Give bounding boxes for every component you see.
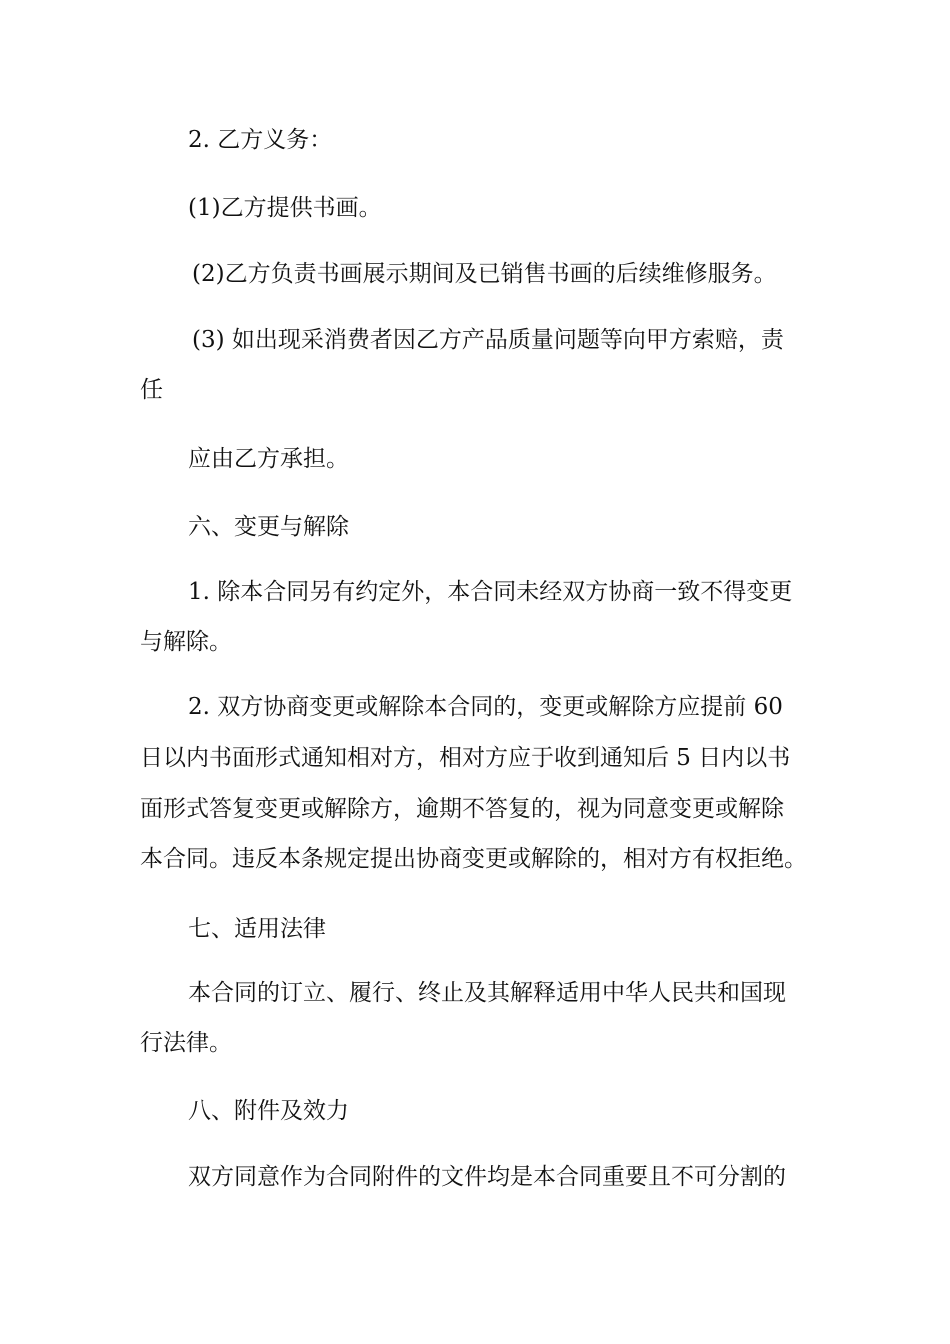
clause-6-1-cont: 与解除。 (140, 629, 232, 655)
clause-7: 本合同的订立、履行、终止及其解释适用中华人民共和国现 (188, 980, 786, 1006)
clause-6-1: 1. 除本合同另有约定外，本合同未经双方协商一致不得变更 (188, 579, 793, 605)
obligation-item-3-end: 应由乙方承担。 (188, 446, 349, 472)
clause-6-2-cont-2: 面形式答复变更或解除方，逾期不答复的，视为同意变更或解除 (140, 796, 784, 822)
obligations-heading: 2. 乙方义务： (188, 127, 333, 153)
clause-6-2-cont-1: 日以内书面形式通知相对方，相对方应于收到通知后 5 日内以书 (140, 745, 791, 771)
clause-8: 双方同意作为合同附件的文件均是本合同重要且不可分割的 (188, 1164, 786, 1190)
obligation-item-3: (3) 如出现采消费者因乙方产品质量问题等向甲方索赔，责 (192, 327, 784, 353)
obligation-item-3-cont: 任 (140, 377, 163, 403)
clause-6-2: 2. 双方协商变更或解除本合同的，变更或解除方应提前 60 (188, 694, 783, 720)
section-heading-6: 六、变更与解除 (188, 514, 349, 540)
section-heading-8: 八、附件及效力 (188, 1098, 349, 1124)
section-heading-7: 七、适用法律 (188, 916, 326, 942)
clause-6-2-cont-3: 本合同。违反本条规定提出协商变更或解除的，相对方有权拒绝。 (140, 846, 807, 872)
obligation-item-1: (1)乙方提供书画。 (188, 195, 382, 221)
clause-7-cont: 行法律。 (140, 1030, 232, 1056)
obligation-item-2: (2)乙方负责书画展示期间及已销售书画的后续维修服务。 (192, 261, 777, 287)
